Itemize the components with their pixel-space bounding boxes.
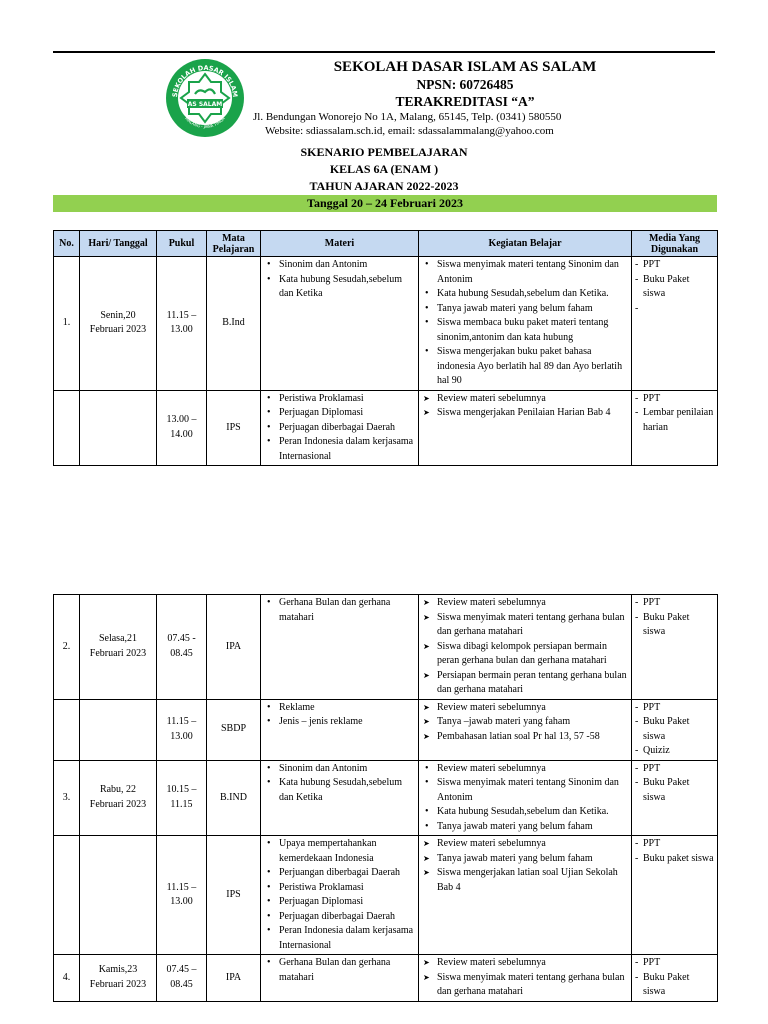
list-item: • Tanya jawab materi yang belum faham (422, 302, 628, 317)
list-item: - Buku Paket siswa (635, 715, 714, 744)
cell-media (632, 699, 718, 760)
list-item: • Kata hubung Sesudah,sebelum dan Ketika (264, 776, 415, 805)
date-range-band: Tanggal 20 – 24 Februari 2023 (53, 195, 717, 212)
title-tahun: TAHUN AJARAN 2022-2023 (309, 179, 459, 193)
list-item: - Buku Paket siswa (635, 273, 714, 302)
table-row (54, 699, 718, 760)
cell-mapel: SBDP (207, 699, 261, 760)
list-item: - PPT (635, 392, 714, 407)
col-kegiatan: Kegiatan Belajar (419, 231, 632, 257)
list-item: • Perjuagan Diplomasi (264, 406, 415, 421)
list-item: • Peran Indonesia dalam kerjasama Internasional (264, 435, 415, 464)
cell-media (632, 390, 718, 466)
cell-hari: Kamis,23 Februari 2023 (80, 955, 157, 1002)
cell-hari (80, 836, 157, 955)
list-item: - PPT (635, 956, 714, 971)
cell-media (632, 760, 718, 836)
cell-pukul: 10.15 – 11.15 (157, 760, 207, 836)
title-skenario: SKENARIO PEMBELAJARAN (300, 145, 468, 159)
cell-pukul: 11.15 – 13.00 (157, 257, 207, 391)
list-item: - Lembar penilaian harian (635, 406, 714, 435)
list-item: • Siswa menyimak materi tentang Sinonim dan Antonim (422, 776, 628, 805)
list-item: ➤ Review materi sebelumnya (422, 392, 628, 407)
list-item: • Siswa mengerjakan buku paket bahasa indonesia Ayo berlatih hal 89 dan Ayo berlatih hal 90 (422, 345, 628, 389)
cell-kegiatan (419, 699, 632, 760)
cell-mapel: IPA (207, 595, 261, 700)
cell-hari: Senin,20 Februari 2023 (80, 257, 157, 391)
logo-center-text: AS SALAM (187, 101, 223, 108)
school-logo (165, 58, 245, 138)
list-item: • Perjuagan diberbagai Daerah (264, 421, 415, 436)
list-item: - PPT (635, 596, 714, 611)
cell-hari: Selasa,21 Februari 2023 (80, 595, 157, 700)
cell-pukul: 07.45 – 08.45 (157, 955, 207, 1002)
schedule-table-2 (53, 594, 718, 1002)
cell-media (632, 836, 718, 955)
list-item: • Peristiwa Proklamasi (264, 881, 415, 896)
letterhead (255, 58, 675, 138)
list-item: • Gerhana Bulan dan gerhana matahari (264, 596, 415, 625)
list-item: ➤ Siswa mengerjakan Penilaian Harian Bab 4 (422, 406, 628, 421)
cell-mapel: B.Ind (207, 257, 261, 391)
logo-ring-text: SEKOLAH DASAR ISLAM (170, 63, 240, 98)
document-titles (53, 144, 715, 195)
list-item: - Buku Paket siswa (635, 971, 714, 1000)
website: Website: sdiassalam.sch.id, email: sdassalammalang@yahoo.com (265, 125, 554, 137)
list-item: ➤ Review materi sebelumnya (422, 837, 628, 852)
school-name: SEKOLAH DASAR ISLAM AS SALAM (333, 59, 597, 75)
cell-kegiatan (419, 257, 632, 391)
list-item: • Reklame (264, 701, 415, 716)
list-item: • Peristiwa Proklamasi (264, 392, 415, 407)
cell-no (54, 836, 80, 955)
list-item: ➤ Review materi sebelumnya (422, 956, 628, 971)
list-item: ➤ Tanya jawab materi yang belum faham (422, 852, 628, 867)
col-pukul: Pukul (157, 231, 207, 257)
cell-no (54, 390, 80, 466)
cell-media (632, 257, 718, 391)
col-materi: Materi (261, 231, 419, 257)
cell-materi (261, 699, 419, 760)
header-rule (53, 51, 715, 53)
cell-pukul: 11.15 – 13.00 (157, 699, 207, 760)
accreditation: TERAKREDITASI “A” (395, 94, 535, 109)
cell-materi (261, 257, 419, 391)
list-item: • Siswa menyimak materi tentang Sinonim dan Antonim (422, 258, 628, 287)
list-item: • Perjuangan diberbagai Daerah (264, 866, 415, 881)
list-item: • Tanya jawab materi yang belum faham (422, 820, 628, 835)
list-item: ➤ Tanya –jawab materi yang faham (422, 715, 628, 730)
title-kelas: KELAS 6A (ENAM ) (329, 162, 439, 176)
cell-kegiatan (419, 390, 632, 466)
cell-kegiatan (419, 836, 632, 955)
table-row (54, 836, 718, 955)
col-no: No. (54, 231, 80, 257)
list-item: ➤ Review materi sebelumnya (422, 596, 628, 611)
list-item: - PPT (635, 762, 714, 777)
table-row (54, 760, 718, 836)
list-item: • Kata hubung Sesudah,sebelum dan Ketika (264, 273, 415, 302)
col-mapel: Mata Pelajaran (207, 231, 261, 257)
cell-mapel: B.IND (207, 760, 261, 836)
list-item: • Perjuagan diberbagai Daerah (264, 910, 415, 925)
cell-kegiatan (419, 595, 632, 700)
address: Jl. Bendungan Wonorejo No 1A, Malang, 65145, Telp. (0341) 580550 (253, 111, 562, 123)
col-media: Media Yang Digunakan (632, 231, 718, 257)
list-item: • Siswa membaca buku paket materi tentang sinonim,antonim dan kata hubung (422, 316, 628, 345)
list-item: ➤ Pembahasan latian soal Pr hal 13, 57 -58 (422, 730, 628, 745)
list-item: - PPT (635, 701, 714, 716)
table-row (54, 595, 718, 700)
cell-mapel: IPS (207, 390, 261, 466)
list-item: ➤ Siswa dibagi kelompok persiapan bermain peran gerhana bulan dan gerhana matahari (422, 640, 628, 669)
cell-materi (261, 760, 419, 836)
cell-materi (261, 595, 419, 700)
cell-hari: Rabu, 22 Februari 2023 (80, 760, 157, 836)
cell-materi (261, 955, 419, 1002)
list-item: - Buku Paket siswa (635, 776, 714, 805)
list-item: • Perjuagan Diplomasi (264, 895, 415, 910)
list-item: ➤ Siswa menyimak materi tentang gerhana bulan dan gerhana matahari (422, 971, 628, 1000)
cell-media (632, 595, 718, 700)
npsn: NPSN: 60726485 (416, 77, 514, 92)
cell-pukul: 07.45 - 08.45 (157, 595, 207, 700)
cell-no (54, 699, 80, 760)
cell-no: 1. (54, 257, 80, 391)
logo-ring-bottom-text: MALANG - JAWA TIMUR (184, 115, 226, 130)
cell-kegiatan (419, 955, 632, 1002)
cell-mapel: IPA (207, 955, 261, 1002)
cell-no: 3. (54, 760, 80, 836)
cell-mapel: IPS (207, 836, 261, 955)
list-item: ➤ Siswa mengerjakan latian soal Ujian Sekolah Bab 4 (422, 866, 628, 895)
list-item: • Kata hubung Sesudah,sebelum dan Ketika. (422, 287, 628, 302)
list-item: ➤ Persiapan bermain peran tentang gerhana bulan dan gerhana matahari (422, 669, 628, 698)
list-item: - PPT (635, 258, 714, 273)
list-item: • Peran Indonesia dalam kerjasama Internasional (264, 924, 415, 953)
list-item: - Buku Paket siswa (635, 611, 714, 640)
list-item: - Quiziz (635, 744, 714, 759)
table-row (54, 390, 718, 466)
cell-pukul: 11.15 – 13.00 (157, 836, 207, 955)
col-hari: Hari/ Tanggal (80, 231, 157, 257)
cell-kegiatan (419, 760, 632, 836)
list-item: • Sinonim dan Antonim (264, 762, 415, 777)
list-item: - PPT (635, 837, 714, 852)
list-item: • Gerhana Bulan dan gerhana matahari (264, 956, 415, 985)
schedule-table-1 (53, 230, 718, 466)
table-row (54, 257, 718, 391)
cell-pukul: 13.00 – 14.00 (157, 390, 207, 466)
cell-no: 2. (54, 595, 80, 700)
cell-media (632, 955, 718, 1002)
list-item: • Upaya mempertahankan kemerdekaan Indonesia (264, 837, 415, 866)
list-item: ➤ Review materi sebelumnya (422, 701, 628, 716)
cell-no: 4. (54, 955, 80, 1002)
list-item: • Kata hubung Sesudah,sebelum dan Ketika. (422, 805, 628, 820)
list-item: ➤ Siswa menyimak materi tentang gerhana bulan dan gerhana matahari (422, 611, 628, 640)
list-item: • Sinonim dan Antonim (264, 258, 415, 273)
cell-hari (80, 390, 157, 466)
list-item: • Jenis – jenis reklame (264, 715, 415, 730)
cell-hari (80, 699, 157, 760)
cell-materi (261, 836, 419, 955)
list-item: • Review materi sebelumnya (422, 762, 628, 777)
table-row (54, 955, 718, 1002)
list-item: - Buku paket siswa (635, 852, 714, 867)
cell-materi (261, 390, 419, 466)
